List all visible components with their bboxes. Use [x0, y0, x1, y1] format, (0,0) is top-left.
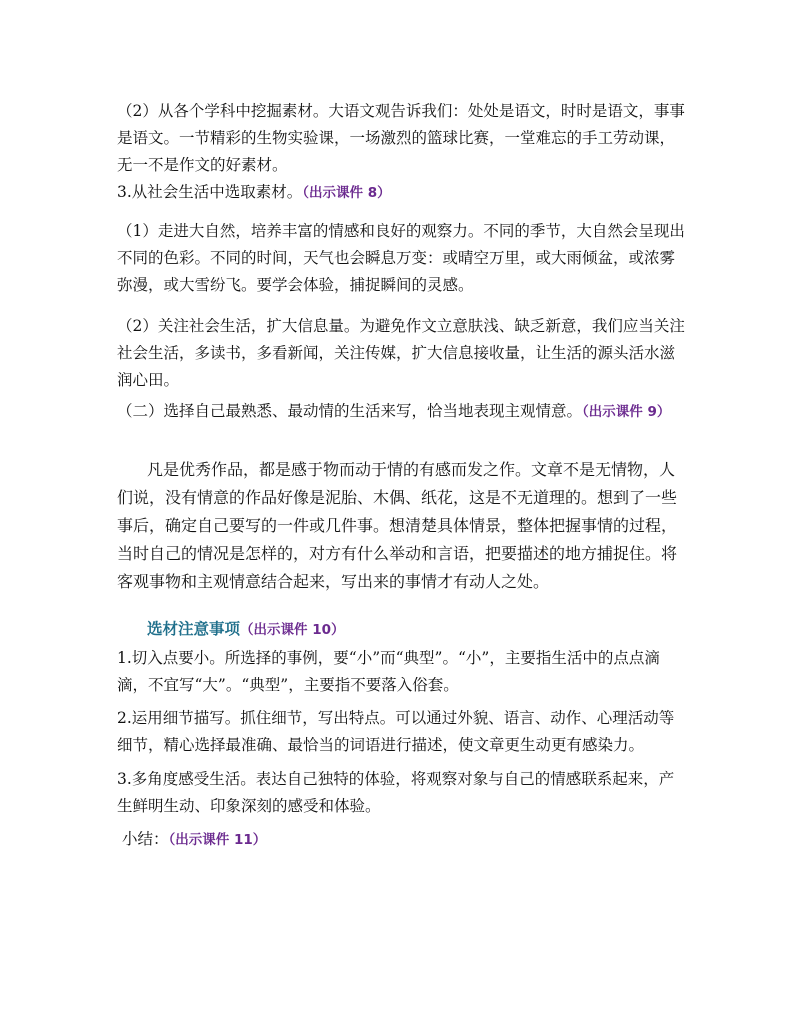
slide-reference: （出示课件 10）	[240, 622, 345, 638]
paragraph-text: 2.运用细节描写。抓住细节，写出特点。可以通过外貌、语言、动作、心理活动等细节，精心选择最准确、最恰当的词语进行描述，使文章更生动更有感染力。	[117, 709, 675, 754]
paragraph-note-two	[117, 705, 687, 759]
section-heading: 选材注意事项	[147, 619, 241, 638]
paragraph-text: 3.从社会生活中选取素材。	[117, 183, 303, 201]
paragraph-text: 小结：	[122, 830, 169, 848]
paragraph-summary	[122, 826, 692, 854]
paragraph-text: 1.切入点要小。所选择的事例，要“小”而“典型”。“小”，主要指生活中的点点滴滴，不宜写“大”。“典型”，主要指不要落入俗套。	[117, 649, 660, 694]
paragraph-nature	[117, 218, 687, 299]
paragraph-text: （二）选择自己最熟悉、最动情的生活来写，恰当地表现主观情意。	[117, 402, 583, 420]
paragraph-text: （2）关注社会生活，扩大信息量。为避免作文立意肤浅、缺乏新意，我们应当关注社会生活，多读书，多看新闻，关注传媒，扩大信息接收量，让生活的源头活水滋润心田。	[117, 317, 685, 389]
paragraph-text: （1）走进大自然，培养丰富的情感和良好的观察力。不同的季节，大自然会呈现出不同的色彩。不同的时间，天气也会瞬息万变：或晴空万里，或大雨倾盆，或浓雾弥漫，或大雪纷飞。要学会体验，捕捉瞬间的灵感。	[117, 222, 685, 294]
paragraph-note-three	[117, 766, 687, 820]
slide-reference: （出示课件 9）	[582, 404, 671, 420]
slide-reference: （出示课件 11）	[168, 832, 267, 848]
paragraph-text: 凡是优秀作品，都是感于物而动于情的有感而发之作。文章不是无情物，人们说，没有情意的作品好像是泥胎、木偶、纸花，这是不无道理的。想到了一些事后，确定自己要写的一件或几件事。想清楚具体情景，整体把握事情的过程，当时自己的情况是怎样的，对方有什么举动和言语，把要描述的地方捕捉住。将客观事物和主观情意结合起来，写出来的事情才有动人之处。	[117, 460, 678, 591]
paragraph-text: 3.多角度感受生活。表达自己独特的体验，将观察对象与自己的情感联系起来，产生鲜明生动、印象深刻的感受和体验。	[117, 770, 675, 815]
paragraph-note-one	[117, 645, 687, 699]
paragraph-subject-materials	[117, 98, 687, 179]
paragraph-society	[117, 313, 687, 394]
paragraph-excellent-works	[117, 456, 689, 596]
slide-reference: （出示课件 8）	[302, 185, 391, 201]
paragraph-social-life-heading	[117, 179, 687, 207]
paragraph-text: （2）从各个学科中挖掘素材。大语文观告诉我们：处处是语文，时时是语文，事事是语文。一节精彩的生物实验课，一场激烈的篮球比赛，一堂难忘的手工劳动课，无一不是作文的好素材。	[117, 102, 685, 174]
paragraph-section-two-heading	[117, 398, 687, 426]
paragraph-notes-heading	[147, 615, 687, 644]
